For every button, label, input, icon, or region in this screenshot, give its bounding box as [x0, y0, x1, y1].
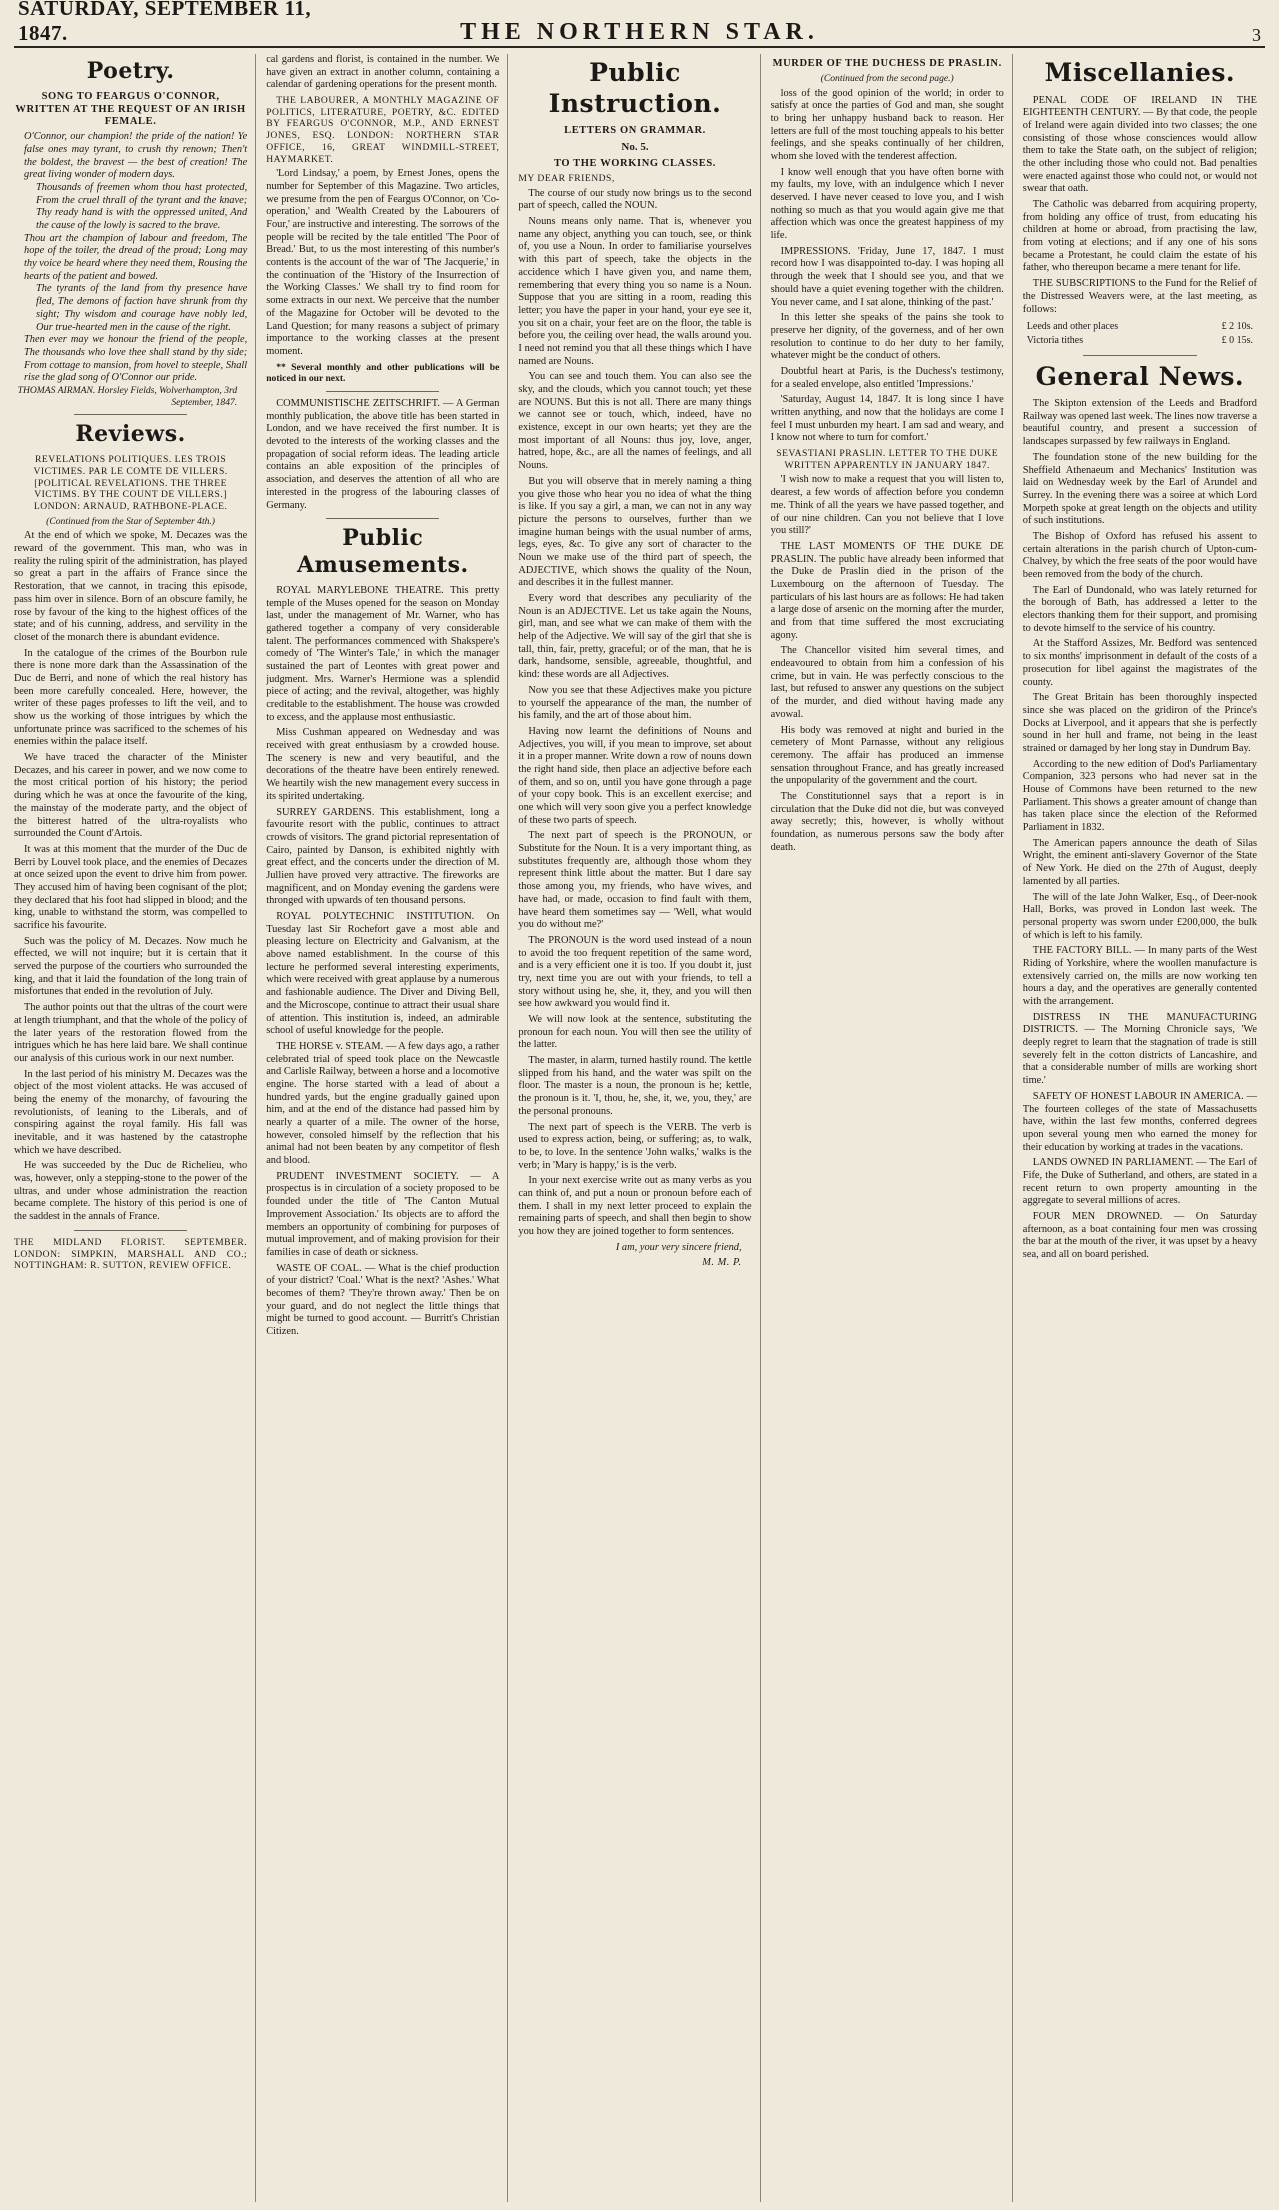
- divider: [326, 391, 439, 392]
- praslin-heading: MURDER OF THE DUCHESS DE PRASLIN.: [772, 58, 1002, 69]
- table-cell-value: £ 2 10s.: [1221, 321, 1253, 333]
- letter-paragraph: The next part of speech is the VERB. The verb is used to express action, being, or suffering; as, to walk, to be, to love. In the sentence 'John walks,' walks is the verb; in 'Mary is happy,' is is the verb.: [518, 1121, 752, 1171]
- general-news-heading: General News.: [1035, 361, 1245, 391]
- column-1: [14, 54, 256, 2202]
- article-paragraph: In this letter she speaks of the pains she took to preserve her dignity, of the governess, and of her own resolution to continue to do her duty to her family, whatever might be the conduct of others.: [770, 312, 1004, 362]
- divider: [74, 1230, 187, 1231]
- column-3: [518, 54, 760, 2202]
- article-paragraph: The Chancellor visited him several times, and endeavoured to obtain from him a confession of his crime, but in vain. He was perfectly conscious to the last, but refused to answer any questions on the subject of the murder, and died without having made any avowal.: [770, 645, 1004, 720]
- continued-note: (Continued from the second page.): [820, 72, 954, 84]
- letter-paragraph: Every word that describes any peculiarity of the Noun is an ADJECTIVE. Let us take again the Nouns, girl, man, and see what we can make of them with the help of the Adjective. We will say of the girl that she is tall, thin, fair, pretty, graceful; or of the man, that he is dark, handsome, sensible, agreeable, thoughtful, and kind: these words are all Adjectives.: [518, 593, 752, 681]
- news-paragraph: The Skipton extension of the Leeds and Bradford Railway was opened last week. The lines now traverse a beautiful country, and present a succession of landscapes surpassed by few railways in England.: [1022, 398, 1257, 448]
- review-title: REVELATIONS POLITIQUES. LES TROIS VICTIMES. PAR LE COMTE DE VILLERS. [POLITICAL REVELATIONS. THE THREE VICTIMS. BY THE COUNT DE VILLERS.] LONDON: ARNAUD, RATHBONE-PLACE.: [33, 454, 228, 513]
- letter-signature: M. M. P.: [702, 1257, 742, 1269]
- poem-title: SONG TO FEARGUS O'CONNOR, WRITTEN AT THE REQUEST OF AN IRISH FEMALE.: [15, 90, 246, 128]
- article-paragraph: IMPRESSIONS. 'Friday, June 17, 1847. I must record how I was disappointed to-day. I was hoping all through the week that I should see you, and that we should have a quiet evening together with the children. You never came, and I sat alone, thinking of the past.': [770, 245, 1004, 308]
- column-2: [266, 54, 508, 2202]
- table-row: [1023, 320, 1257, 334]
- review-paragraph: It was at this moment that the murder of the Duc de Berri by Louvel took place, and the enemies of Decazes at once seized upon the event to drive him from power. They accused him of having been cognisant of the plot; they declared that his foot had slipped in blood; and the king, unable to withstand the storm, was compelled to sacrifice his favourite.: [14, 843, 248, 932]
- amusement-paragraph: WASTE OF COAL. — What is the chief production of your district? 'Coal.' What is the next? 'Ashes.' What becomes of them? 'They're thrown away.' Then be on your guard, and do not neglect the little things that might be turned to good account. — Burritt's Christian Citizen.: [266, 1262, 500, 1338]
- letter-closing: I am, your very sincere friend,: [615, 1241, 742, 1253]
- news-paragraph: According to the new edition of Dod's Parliamentary Companion, 323 persons who had never sat in the House of Commons have been returned to the new Parliament. This shows a greater amount of change than has taken place since the election of the Reformed Parliament in 1832.: [1022, 758, 1257, 834]
- reviews-heading: Reviews.: [75, 421, 186, 448]
- article-paragraph: 'I wish now to make a request that you will listen to, dearest, a few words of affection before you condemn me. Think of all the years we have passed together, and of our nine children. Can you not believe that I love you still?': [770, 474, 1004, 537]
- news-paragraph: The will of the late John Walker, Esq., of Deer-nook Hall, Borks, was proved in London last week. The personal property was sworn under £200,000, the bulk of which is left to his family.: [1022, 891, 1257, 941]
- news-paragraph: FOUR MEN DROWNED. — On Saturday afternoon, as a boat containing four men was crossing the bar at the mouth of the river, it was upset by a heavy sea, and all on board perished.: [1022, 1211, 1257, 1261]
- column-5: [1023, 54, 1265, 2202]
- masthead: [14, 0, 1265, 48]
- misc-paragraph: The Catholic was debarred from acquiring property, from holding any office of trust, from educating his children at home or abroad, from practising the law, from voting at elections; and if any one of his sons became a Protestant, he could claim the estate of his father, who thereupon became a mere tenant for life.: [1022, 199, 1257, 274]
- communist-notice: COMMUNISTISCHE ZEITSCHRIFT. — A German monthly publication, the above title has been started in London, and we have received the first number. It is devoted to the interests of the working classes and the propagation of social reform ideas. The leading article contains an able exposition of the principles of association, and deserves the attention of all who are interested in the progress of the labouring classes of Germany.: [266, 398, 500, 511]
- letter-paragraph: The course of our study now brings us to the second part of speech, called the NOUN.: [518, 187, 752, 212]
- poem-stanza: Thousands of freemen whom thou hast protected, From the cruel thrall of the tyrant and the knave; Thy ready hand is with the oppressed united, And the cause of the lowly is sacred to the brave.: [36, 181, 248, 232]
- news-paragraph: LANDS OWNED IN PARLIAMENT. — The Earl of Fife, the Duke of Sutherland, and others, are stated in a recent return to own property amounting in the aggregate to several millions of acres.: [1022, 1157, 1257, 1207]
- divider: [1083, 355, 1197, 356]
- poem-signature: THOMAS AIRMAN. Horsley Fields, Wolverhampton, 3rd September, 1847.: [17, 384, 238, 408]
- letter-paragraph: The master, in alarm, turned hastily round. The kettle slipped from his hand, and the water was spilt on the floor. The master is a noun, the pronoun is he; kettle, the pronoun is it. 'I, thou, he, she, it, we, you, they,' are the personal pronouns.: [518, 1055, 752, 1117]
- public-instruction-heading: Public Instruction.: [548, 58, 722, 118]
- review-continued-note: (Continued from the Star of September 4th.): [46, 515, 216, 527]
- article-paragraph: loss of the good opinion of the world; in order to satisfy at once the parties of God and man, she sought to bring her unhappy husband back to reason. Her letters are full of the most touching appeals to his better feelings, and she speaks continually of her children, whom she loved with the tenderest affection.: [770, 87, 1004, 162]
- letters-title: LETTERS ON GRAMMAR.: [564, 125, 706, 136]
- poem-stanza: O'Connor, our champion! the pride of the nation! Ye false ones may tyrant, to crush thy renown; Then't the boldest, the bravest — the best of creation! The great living wonder of modern days.: [24, 131, 248, 181]
- news-paragraph: The Bishop of Oxford has refused his assent to certain alterations in the parish church of Upton-cum-Chalvey, by which the free seats of the poor would have been removed from the body of the church.: [1022, 530, 1257, 580]
- columns: [14, 54, 1265, 2202]
- letter-paragraph: We will now look at the sentence, substituting the pronoun for each noun. You will then see the utility of the latter.: [518, 1014, 752, 1051]
- news-paragraph: The American papers announce the death of Silas Wright, the eminent anti-slavery Governor of the State of New York. He died on the 27th of August, deeply lamented by all parties.: [1022, 837, 1257, 887]
- table-cell-value: £ 0 15s.: [1221, 335, 1253, 347]
- news-paragraph: The Earl of Dundonald, who was lately returned for the borough of Bath, has addressed a letter to the electors thanking them for their support, and promising to devote himself to the service of his country.: [1022, 584, 1257, 634]
- amusement-paragraph: Miss Cushman appeared on Wednesday and was received with great enthusiasm by a crowded house. The scenery is new and very beautiful, and the decorations of the theatre have been entirely renewed. We heartily wish the new management every success in its spirited undertaking.: [266, 727, 500, 802]
- table-cell-label: Leeds and other places: [1026, 321, 1119, 333]
- misc-paragraph: PENAL CODE OF IRELAND IN THE EIGHTEENTH CENTURY. — By that code, the people of Ireland were again divided into two classes; the one consisting of those whose consciences would allow them to take the State oath, on the subject of religion; the other including those who could not. Bad penalties were enacted against those who could not, or would not swear that oath.: [1022, 94, 1257, 195]
- letter-paragraph: In your next exercise write out as many verbs as you can think of, and put a noun or pronoun before each of them. I shall in my next letter proceed to explain the remaining parts of speech, and shall then begin to show you how they are joined together to form sentences.: [518, 1175, 752, 1238]
- article-paragraph: 'Saturday, August 14, 1847. It is long since I have written anything, and now that the holidays are come I feel I must unburden my heart. I am sad and weary, and I know not where to turn for comfort.': [770, 394, 1004, 444]
- article-paragraph: The Constitutionnel says that a report is in circulation that the Duke did not die, but was conveyed away secretly; this, however, is wholly without foundation, as numerous persons saw the body after death.: [770, 790, 1004, 853]
- news-paragraph: DISTRESS IN THE MANUFACTURING DISTRICTS. — The Morning Chronicle says, 'We deeply regret to learn that the stagnation of trade is still severely felt in the cotton districts of Lancashire, and that a considerable number of mills are working short time.': [1022, 1011, 1257, 1087]
- article-paragraph: THE LAST MOMENTS OF THE DUKE DE PRASLIN. The public have already been informed that the Duke de Praslin died in the prison of the Luxembourg on the afternoon of Tuesday. The particulars of his last hours are as follows: He had taken a large dose of arsenic on the morning after the murder, and from that time suffered the most excruciating agony.: [770, 540, 1004, 641]
- florist-notice: THE MIDLAND FLORIST. SEPTEMBER. LONDON: SIMPKIN, MARSHALL AND CO.; NOTTINGHAM: R. SUTTON, REVIEW OFFICE.: [14, 1236, 248, 1272]
- poem-stanza: Then ever may we honour the friend of the people, The thousands who love thee shall stand by thy side; From cottage to mansion, from hovel to steeple, Shall rise the glad song of O'Connor our pride.: [24, 334, 248, 384]
- subscription-intro: THE SUBSCRIPTIONS to the Fund for the Relief of the Distressed Weavers were, at the last meeting, as follows:: [1022, 278, 1257, 315]
- news-paragraph: The foundation stone of the new building for the Sheffield Athenaeum and Mechanics' Institution was laid on Wednesday week by the Earl of Arundel and Surrey. In the evening there was a soiree at which Lord Morpeth spoke at great length on the objects and utility of such institutions.: [1022, 451, 1257, 527]
- review-paragraph: He was succeeded by the Duc de Richelieu, who was, however, only a stepping-stone to the power of the ultras, and under whose administration the reaction became complete. The history of this period is one of the saddest in the annals of France.: [14, 1160, 248, 1223]
- amusement-paragraph: ROYAL POLYTECHNIC INSTITUTION. On Tuesday last Sir Rochefort gave a most able and pleasing lecture on Electricity and Galvanism, at the above named establishment. In the course of this lecture he performed several interesting experiments, which were received with great applause by a numerous and fashionable audience. The Diver and Diving Bell, and the Microscope, continue to attract their usual share of attention. This institution is, indeed, an admirable school of useful knowledge for the people.: [266, 911, 500, 1037]
- amusement-paragraph: PRUDENT INVESTMENT SOCIETY. — A prospectus is in circulation of a society proposed to be founded under the title of 'The Canton Mutual Improvement Association.' Its objects are to afford the members an opportunity of combining for purposes of mutual improvement, and of making provision for their families in case of death or sickness.: [266, 1170, 500, 1258]
- letter-paragraph: But you will observe that in merely naming a thing you give those who hear you no idea of what the thing is like. If you say a girl, a man, we can not in any way picture the persons to ourselves, further than we imagine human beings with the usual number of arms, legs, eyes, &c. To give any sort of character to the Noun we make use of the third part of speech, the ADJECTIVE, which shows the quality of the Noun, and describes it in the fullest manner.: [518, 475, 752, 589]
- letter-addressee: TO THE WORKING CLASSES.: [553, 158, 716, 170]
- article-paragraph: I know well enough that you have often borne with my faults, my love, with an indulgence which I never deserved. I have never ceased to love you, and I wish nothing so much as that you would again give me that affection which was once the greatest happiness of my life.: [770, 166, 1004, 242]
- divider: [326, 518, 439, 519]
- review-paragraph: At the end of which we spoke, M. Decazes was the reward of the government. This man, who was in reality the ruling spirit of the administration, has played so great a part in the affairs of France since the Restoration, that we cannot, in tracing this episode, pass him over in silence. Born of an obscure family, he rose by favour of the king to the highest offices of the state; and of his cunning, address, and servility in the closet of the monarch there is abundant evidence.: [14, 530, 248, 643]
- poetry-heading: Poetry.: [86, 58, 175, 84]
- amusement-paragraph: THE HORSE v. STEAM. — A few days ago, a rather celebrated trial of speed took place on the Newcastle and Carlisle Railway, between a horse and a locomotive engine. The horse started with a lead of about a hundred yards, but the engine gradually gained upon him, and at the end of the distance had passed him by nearly a quarter of a mile. The owner of the horse, however, consoled himself by the reflection that his animal had not been beaten by any competitor of flesh and blood.: [266, 1040, 500, 1167]
- divider: [74, 414, 187, 415]
- news-paragraph: At the Stafford Assizes, Mr. Bedford was sentenced to six months' imprisonment in default of the costs of a prosecution for libel against the magistrates of the county.: [1022, 638, 1257, 688]
- amusements-heading: Public Amusements.: [296, 525, 469, 579]
- letter-salutation: MY DEAR FRIENDS,: [518, 173, 615, 184]
- review-paragraph: The author points out that the ultras of the court were at length triumphant, and that the whole of the policy of the later years of the restoration flowed from the intrigues which he has here laid bare. We shall continue our analysis of this curious work in our next number.: [14, 1002, 248, 1064]
- review-paragraph: We have traced the character of the Minister Decazes, and his career in power, and we now come to the most critical portion of his history; the period during which he was at once the favourite of the king, the mainstay of the moderate party, and the object of the bitterest hatred of the ultra-royalists who surrounded the Count d'Artois.: [14, 752, 248, 840]
- letter-paragraph: Now you see that these Adjectives make you picture to yourself the appearance of the man, the number of his family, and the art of those about him.: [518, 684, 752, 722]
- labourer-notice: THE LABOURER, A MONTHLY MAGAZINE OF POLITICS, LITERATURE, POETRY, &C. EDITED BY FEARGUS O'CONNOR, M.P., AND ERNEST JONES, ESQ. LONDON: NORTHERN STAR OFFICE, 16, GREAT WINDMILL-STREET, HAYMARKET.: [266, 95, 500, 165]
- news-paragraph: THE FACTORY BILL. — In many parts of the West Riding of Yorkshire, where the woollen manufacture is extensively carried on, the mills are now working ten hours a day, and the operatives are generally contented with the arrangement.: [1022, 945, 1257, 1007]
- column-4: [771, 54, 1013, 2202]
- table-row: [1023, 334, 1257, 348]
- review-paragraph: In the catalogue of the crimes of the Bourbon rule there is none more dark than the Assassination of the Duc de Berri, and none of which the real history has been more carefully concealed. Here, however, the writer of these pages professes to lift the veil, and to show us the working of those intrigues by which the unfortunate prince was sacrificed to the schemes of his enemies within the palace itself.: [14, 647, 248, 748]
- issue-date: SATURDAY, SEPTEMBER 11, 1847.: [18, 0, 312, 45]
- review-paragraph: In the last period of his ministry M. Decazes was the object of the most violent attacks. He was accused of being the enemy of the monarchy, of favouring the revolutionists, of leaning to the Liberals, and of conspiring against the royal family. His fall was inevitable, and it was hastened by the catastrophe which we have described.: [14, 1068, 248, 1156]
- review-paragraph: Such was the policy of M. Decazes. Now much he effected, we will not inquire; but it is certain that it served the purpose of the courtiers who surrounded the king, and that it laid the foundation of the long train of misfortunes that ended in the revolution of July.: [14, 935, 248, 998]
- review-paragraph: 'Lord Lindsay,' a poem, by Ernest Jones, opens the number for September of this Magazine. Two articles, we presume from the pen of Feargus O'Connor, on 'Co-operation,' and 'Wealth Created by the Labourers of Four,' are instructive and interesting. The sorrows of the people will be recited by the tale entitled 'The Poor of Bread.' But, to us the most interesting of this number's contents is the account of the war of 'The Jacquerie,' in the continuation of the 'History of the Insurrection of the Working Classes.' We shall try to find room for some extracts in our next. We perceive that the number of the Magazine for October will be devoted to the Land Question; for many reasons a subject of primary importance to the working classes at the present moment.: [266, 168, 500, 357]
- miscellanies-heading: Miscellanies.: [1044, 58, 1236, 87]
- article-paragraph: Doubtful heart at Paris, is the Duchess's testimony, for a sealed envelope, also entitled 'Impressions.': [770, 365, 1004, 390]
- letter-paragraph: Nouns means only name. That is, whenever you name any object, anything you can touch, see, or think of, you use a Noun. In order to familiarise yourselves with this part of speech, take the objects in the accidence which I have given you, and name them, remembering that every thing you so name is a Noun. Suppose that you are sitting in a room, reading this letter; you have the paper in your hand, your eye see it, you sit on a chair, your feet are on the floor, the table is before you, the ceiling over head, the walls around you. I need not remind you that all these things which I have named are Nouns.: [518, 216, 752, 367]
- amusement-paragraph: ROYAL MARYLEBONE THEATRE. This pretty temple of the Muses opened for the season on Monday last, under the management of Mr. Warner, who has gathered together a company of very considerable talent. The performances commenced with Shakspere's comedy of 'The Winter's Tale,' in which the manager sustained the part of Leontes with great power and judgment. Mrs. Warner's Hermione was a splendid piece of acting; and the revival, altogether, was highly creditable to the establishment. The house was crowded to excess, and the applause most enthusiastic.: [266, 584, 500, 723]
- letter-paragraph: You can see and touch them. You can also see the sky, and the clouds, which you cannot touch; yet these are NOUNS. But this is not all. There are many things we cannot see or touch, which, indeed, have no existence, except in our own hearts; yet they are the most important of all Nouns: thus joy, love, anger, hatred, hope, &c., are all the names of feelings, and all Nouns.: [518, 371, 752, 472]
- page-number: 3: [1252, 25, 1261, 45]
- newspaper-title: THE NORTHERN STAR.: [460, 19, 819, 45]
- article-paragraph: His body was removed at night and buried in the cemetery of Mont Parnasse, without any religious ceremony. The affair has produced an immense sensation throughout France, and has greatly increased the unpopularity of the government and the court.: [770, 724, 1004, 787]
- subscription-table: [1023, 320, 1257, 348]
- letter-paragraph: The next part of speech is the PRONOUN, or Substitute for the Noun. It is a very important thing, as substitutes frequently are, although those whom they represent think little about the matter. But I dare say those among you, my friends, who have wives, and have had, or made, occasion to find fault with them, have heard them sometimes say — 'Well, what would you do without me?': [518, 830, 752, 931]
- letter-number: No. 5.: [621, 140, 649, 153]
- news-paragraph: The Great Britain has been thoroughly inspected since she was placed on the gridiron of the Prince's Docks at Liverpool, and it appears that she is perfectly sound in her hull and frame, not being in the least strained or damaged by her long stay in Dundrum Bay.: [1022, 692, 1257, 754]
- review-paragraph: cal gardens and florist, is contained in the number. We have given an extract in another column, containing a calendar of gardening operations for the present month.: [266, 54, 500, 91]
- poem-stanza: Thou art the champion of labour and freedom, The hope of the toiler, the dread of the proud; Long may thy voice be heard where they need them, Rousing the hearts of the patient and bowed.: [24, 232, 248, 282]
- amusement-paragraph: SURREY GARDENS. This establishment, long a favourite resort with the public, continues to attract crowds of visitors. The grand pictorial representation of Cairo, painted by Danson, is exhibited nightly with great effect, and the concerts under the direction of M. Jullien have proved very attractive. The fireworks are magnificent, and on Monday evening the gardens were thronged with upwards of ten thousand persons.: [266, 806, 500, 907]
- poem: [14, 131, 247, 385]
- letter-paragraph: The PRONOUN is the word used instead of a noun to avoid the too frequent repetition of the same word, and is a very efficient one it is too. If you doubt it, just try, next time you are out with your friends, to tell a story without using he, she, it, they, and you will then see how awkward you would find it.: [518, 934, 752, 1010]
- news-paragraph: SAFETY OF HONEST LABOUR IN AMERICA. — The fourteen colleges of the state of Massachusetts have, within the last few months, conferred degrees upon several young men who earned the money for their education by working at trades in the vacations.: [1022, 1090, 1257, 1153]
- table-cell-label: Victoria tithes: [1026, 335, 1084, 347]
- editor-note: ** Several monthly and other publications will be noticed in our next.: [266, 361, 500, 385]
- poem-stanza: The tyrants of the land from thy presence have fled, The demons of faction have shrunk from thy sight; Thy wisdom and courage have nobly led, Our true-hearted men in the cause of the right.: [36, 283, 248, 333]
- article-subheading: SEVASTIANI PRASLIN. LETTER TO THE DUKE WRITTEN APPARENTLY IN JANUARY 1847.: [776, 448, 999, 471]
- letter-paragraph: Having now learnt the definitions of Nouns and Adjectives, you will, if you mean to improve, set about it in a proper manner. Write down a row of nouns down the right hand side, then place an adjective before each of them, and so on, until you have gone through a page of your copy book. This is an excellent exercise; and one which will very soon give you a perfect knowledge of these two parts of speech.: [518, 725, 752, 826]
